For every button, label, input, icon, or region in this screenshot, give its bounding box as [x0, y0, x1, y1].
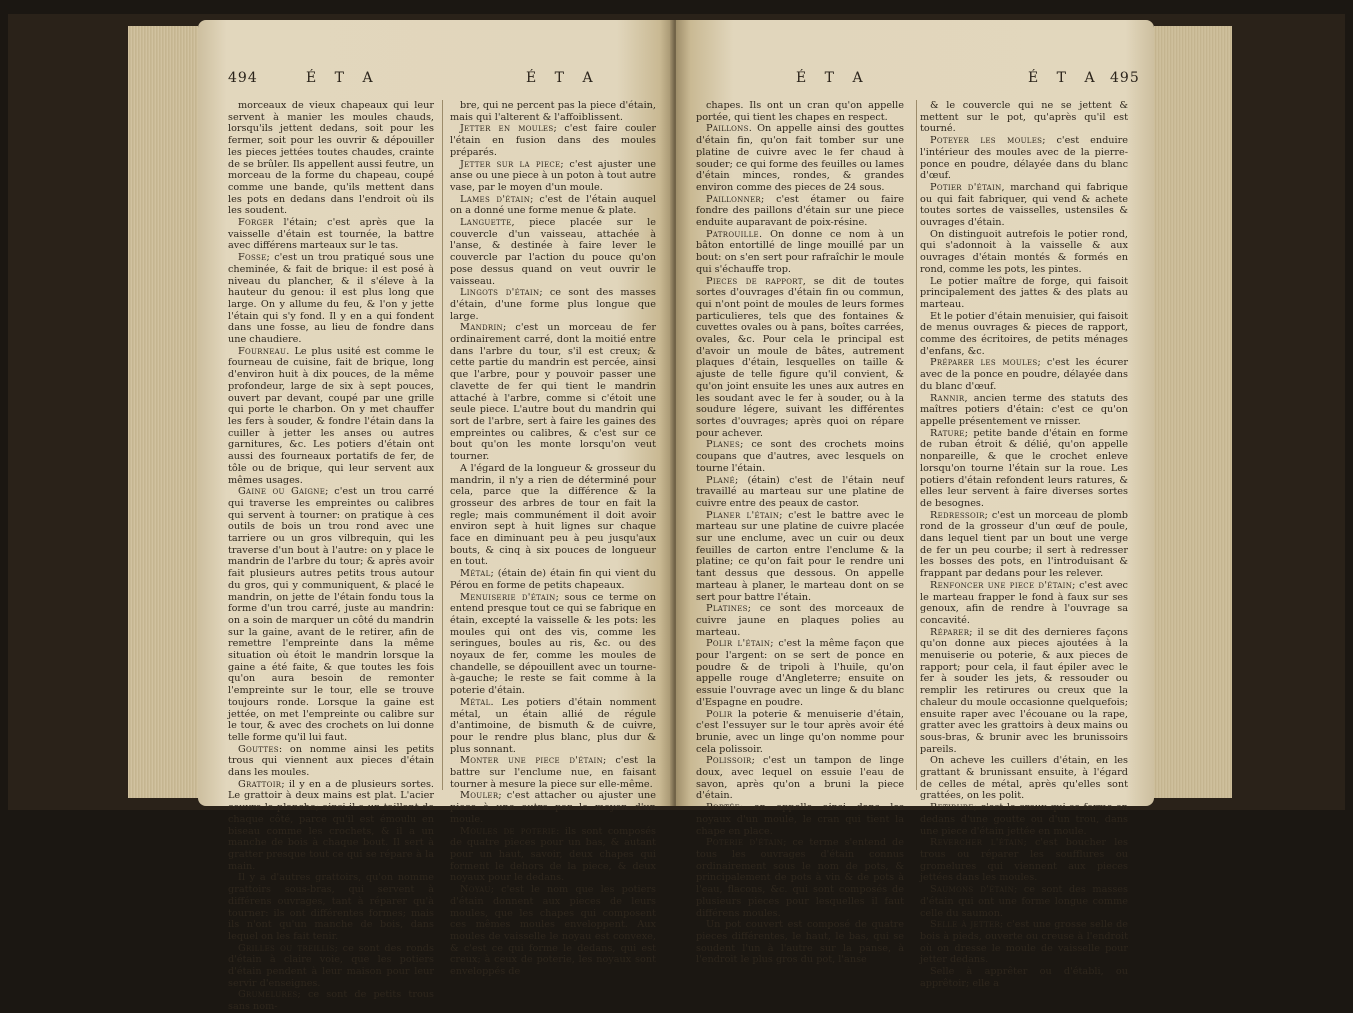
- entry-headword: Gouttes: [238, 743, 279, 755]
- entry-paragraph: [228, 779, 434, 873]
- entry-paragraph: [228, 346, 434, 486]
- entry-text: ; il se dit des dernieres façons qu'on donne aux pieces ajoutées à la menuiserie ou poterie, & aux pieces de rapport; pour cela, il faut épiler avec le fer à souder les jets, & ressouder ou remplir les retirures ou creux que la chaleur du moule occasionne quelquefois; ensuite raper avec l'écouane ou la rape, gratter avec les grattoirs à deux mains ou sous-bras, & brunir avec les brunissoirs pareils.: [920, 626, 1128, 755]
- entry-paragraph: [920, 393, 1128, 428]
- entry-paragraph: [228, 252, 434, 346]
- entry-paragraph: [920, 919, 1128, 966]
- entry-paragraph: [920, 627, 1128, 756]
- entry-text: ; ce sont de petits trous sans nom-: [228, 989, 434, 1013]
- entry-paragraph: [920, 100, 1128, 135]
- entry-paragraph: [228, 100, 434, 217]
- entry-paragraph: [228, 486, 434, 743]
- left-page-header: [198, 70, 674, 102]
- entry-headword: Rannir: [930, 392, 965, 404]
- entry-text: ; c'est un morceau de plomb rond de la grosseur d'un œuf de poule, dans lequel tient par un bout une verge de fer un peu courbe; il sert à redresser les bosses des pots, en l'introduisant & frappant par dedans pour les relever.: [920, 509, 1128, 580]
- entry-paragraph: [228, 989, 434, 1012]
- entry-paragraph: [228, 943, 434, 990]
- entry-headword: Gaine ou Gaigne: [238, 486, 326, 498]
- entry-paragraph: [450, 217, 656, 287]
- entry-paragraph: [696, 603, 904, 638]
- entry-headword: Réparer: [930, 626, 970, 638]
- entry-headword: Lingots d'étain: [460, 287, 540, 299]
- entry-headword: Revercher l'étain: [930, 837, 1024, 849]
- entry-text: ; ce sont des crochets moins coupans que d'autres, avec lesquels on tourne l'étain.: [696, 439, 904, 474]
- entry-text: ; (étain) c'est de l'étain neuf travaillé au marteau sur une platine de cuivre entre des peaux de castor.: [696, 474, 904, 509]
- entry-headword: Lames d'étain: [460, 193, 531, 205]
- entry-headword: Grilles ou treillis: [238, 942, 335, 954]
- entry-text: On donne ce nom à un bâton entortillé de linge mouillé par un bout: on s'en sert pour rafraîchir le moule qui s'échauffe trop.: [696, 228, 904, 275]
- entry-paragraph: [696, 510, 904, 604]
- entry-headword: Retirure: [930, 802, 974, 814]
- entry-text: & le couvercle qui ne se jettent & mettent sur le pot, qu'après qu'il est tourné.: [920, 100, 1128, 135]
- left-page-edges: [128, 26, 198, 798]
- entry-text: ; il y en a de plusieurs sortes. Le grattoir à deux mains est plat. L'acier couvre la planche; ainsi il a un taillant de chaque côté, parce qu'il est émoulu en biseau comme les crochets, & il a un manche de bois à chaque bout. Il sert à gratter presque tout ce qui se répare à la main.: [228, 778, 434, 872]
- entry-paragraph: [696, 837, 904, 919]
- entry-paragraph: [696, 475, 904, 510]
- entry-text: ; ce sont des masses d'étain qui ont une forme longue comme celle du saumon.: [920, 884, 1128, 919]
- entry-text: Le potier maître de forge, qui faisoit principalement des jattes & des plats au marteau.: [920, 275, 1128, 310]
- entry-text: ; c'est le battre avec le marteau sur une platine de cuivre placée sur une enclume, avec un cuir ou deux feuilles de carton entre l'enclume & la platine; ce qu'on fait pour le rendre uni tant dessus que dessous. On appelle marteau à planer, le marteau dont on se sert pour battre l'étain.: [696, 509, 904, 603]
- entry-headword: Fourneau.: [238, 345, 290, 357]
- entry-paragraph: [450, 287, 656, 322]
- entry-headword: Jetter en moules: [460, 123, 554, 135]
- entry-text: Il y a d'autres grattoirs, qu'on nomme grattoirs sous-bras, qui servent à différens ouvrages, tant à réparer qu'à tourner: ils ont différentes formes; mais ils n'ont qu'un manche de bois, dans lequel on les fait tenir.: [228, 872, 434, 942]
- entry-paragraph: [920, 802, 1128, 837]
- entry-headword: Grumelures: [238, 989, 298, 1001]
- entry-headword: Languette: [460, 217, 512, 229]
- entry-paragraph: [920, 229, 1128, 276]
- entry-text: ; ce sont des ronds d'étain à claire voie, que les potiers d'étain pendent à leur maison pour leur servir d'enseignes.: [228, 942, 434, 989]
- entry-paragraph: [696, 439, 904, 474]
- entry-headword: Jetter sur la piece: [460, 158, 561, 170]
- entry-paragraph: [450, 697, 656, 756]
- entry-headword: Paillonner: [706, 193, 762, 205]
- entry-text: l'étain; c'est après que la vaisselle d'étain est tournée, la battre avec différens marteaux sur le tas.: [228, 217, 434, 252]
- entry-headword: Forger: [238, 217, 274, 229]
- entry-headword: Monter une piece d'étain: [460, 755, 604, 767]
- entry-headword: Pieces de rapport: [706, 275, 803, 287]
- entry-headword: Redressoir: [930, 509, 985, 521]
- entry-paragraph: [696, 123, 904, 193]
- entry-paragraph: [228, 744, 434, 779]
- entry-text: ; c'est les écurer avec de la ponce en poudre, délayée dans du blanc d'œuf.: [920, 357, 1128, 392]
- entry-text: ; c'est avec le marteau frapper le fond à faux sur ses genoux, afin de rendre à l'ouvrage sa concavité.: [920, 579, 1128, 626]
- entry-paragraph: [450, 826, 656, 885]
- entry-paragraph: [696, 194, 904, 229]
- entry-text: On distinguoit autrefois le potier rond, qui s'adonnoit à la vaisselle & aux ouvrages d'étain montés & formés en rond, comme les pots, les pintes.: [920, 228, 1128, 275]
- entry-text: ; c'est une grosse selle de bois à pieds, ouverte ou creuse à l'endroit où on dresse le moule de vaisselle pour jetter dedans.: [920, 919, 1128, 966]
- entry-text: la poterie & menuiserie d'étain, c'est l'essuyer sur le tour après avoir été brunie, avec un linge qu'on nomme pour cela polissoir.: [696, 708, 904, 755]
- entry-text: ; ce sont des masses d'étain, d'une forme plus longue que large.: [450, 287, 656, 322]
- entry-paragraph: [228, 872, 434, 942]
- entry-paragraph: [696, 802, 904, 837]
- entry-text: On acheve les cuillers d'étain, en les grattant & brunissant ensuite, à l'égard de celles de métal, après qu'elles sont grattées, on les polit.: [920, 755, 1128, 802]
- entry-headword: Préparer les moules: [930, 357, 1038, 369]
- entry-text: ; c'est le nom que les potiers d'étain donnent aux pieces de leurs moules, que les chapes qui composent ces mêmes moules enveloppent. Aux moules de vaisselle le noyau est convexe, & c'est ce qui forme le dedans, qui est creux; à ceux de poterie, les noyaux sont enveloppés de: [450, 884, 656, 978]
- entry-text: ; c'est faire couler l'étain en fusion dans des moules préparés.: [450, 123, 656, 158]
- entry-headword: Selle à jetter: [930, 919, 1000, 931]
- entry-text: ; c'est boucher les trous ou réparer les soufflures ou gromelures qui viennent aux pieces jettées dans les moules.: [920, 837, 1128, 884]
- entry-headword: Saumons d'étain: [930, 884, 1015, 896]
- entry-headword: Portée: [706, 802, 741, 814]
- entry-text: Et le potier d'étain menuisier, qui faisoit de menus ouvrages & pieces de rapport, comme des écritoires, de petits ménages d'enfans, &c.: [920, 310, 1129, 357]
- entry-text: ; c'est enduire l'intérieur des moules avec de la pierre-ponce en poudre, délayée dans du blanc d'œuf.: [920, 135, 1128, 182]
- entry-paragraph: [920, 966, 1128, 989]
- entry-text: ; c'est la battre sur l'enclume nue, en faisant tourner à mesure la piece sur elle-même.: [450, 755, 657, 790]
- entry-paragraph: [696, 919, 904, 966]
- entry-paragraph: [450, 568, 656, 591]
- entry-paragraph: [920, 311, 1128, 358]
- entry-text: Les potiers d'étain nomment métal, un étain allié de régule d'antimoine, de bismuth & de cuivre, pour le rendre plus blanc, plus dur & plus sonnant.: [450, 696, 656, 755]
- right-page-edges: [1154, 26, 1232, 798]
- entry-text: ; c'est un morceau de fer ordinairement carré, dont la moitié entre dans l'arbre du tour, s'il est creux; & cette partie du mandrin est percée, ainsi que l'arbre, pour y pouvoir passer une clavette de fer qui tient le mandrin attaché à l'arbre, comme si c'étoit une seule piece. L'autre bout du mandrin qui sort de l'arbre, sert à faire les gaines des empreintes ou calibres, & c'est sur ce bout qu'on les monte lorsqu'on veut tourner.: [450, 322, 656, 463]
- page-number: 494: [228, 70, 258, 86]
- running-head: É T A: [796, 70, 870, 86]
- entry-text: ; (étain de) étain fin qui vient du Pérou en forme de petits chapeaux.: [450, 568, 656, 591]
- entry-paragraph: [920, 428, 1128, 510]
- entry-paragraph: [450, 884, 656, 978]
- entry-headword: Polissoir: [706, 755, 752, 767]
- entry-headword: Renfoncer une piece d'étain: [930, 579, 1073, 591]
- entry-paragraph: [450, 100, 656, 123]
- right-page-header: [676, 70, 1154, 102]
- entry-text: ; c'est un trou carré qui traverse les empreintes ou calibres qui servent à tourner: on pratique à ces outils de bois un trou rond avec une tarriere ou un gros vilbrequin, qui les traverse d'un bout à l'autre: on y place le mandrin de l'arbre du tour; & après avoir fait plusieurs autres petits trous autour du gros, qui y communiquent, & placé le mandrin, on jette de l'étain fondu tous la forme d'un trou carré, juste au mandrin: on a soin de marquer un côté du mandrin sur la gaine, avant de le retirer, afin de remettre l'empreinte dans la même situation où étoit le mandrin lorsque la gaine a été faite, & que toutes les fois qu'on aura besoin de remonter l'empreinte sur le tour, elle se trouve toujours ronde. Lorsque la gaine est jettée, on met l'empreinte ou calibre sur le tour, & avec des crochets on lui donne telle forme qu'il lui faut.: [228, 486, 434, 743]
- entry-text: ; c'est de l'étain auquel on a donné une forme menue & plate.: [450, 193, 656, 217]
- running-head: É T A: [526, 70, 600, 86]
- entry-text: , ancien terme des statuts des maîtres potiers d'étain: c'est ce qu'on appelle présentement ve rnisser.: [920, 392, 1128, 427]
- entry-text: A l'égard de la longueur & grosseur du mandrin, il n'y a rien de déterminé pour cela, parce que la différence & la grosseur des arbres de tour en fait la regle; mais communément il doit avoir environ sept à huit lignes sur chaque face en diminuant peu à peu jusqu'aux bouts, & cinq à six pouces de longueur en tout.: [450, 462, 656, 568]
- entry-paragraph: [920, 276, 1128, 311]
- entry-text: ; c'est un trou pratiqué sous une cheminée, & fait de brique: il est posé à niveau du plancher, & il s'éleve à la hauteur du genou: il est plus long que large. On y allume du feu, & l'on y jette l'étain qui s'y fond. Il y en a qui fondent dans une fosse, au lieu de fondre dans une chaudiere.: [228, 252, 434, 346]
- entry-paragraph: [450, 159, 656, 194]
- entry-text: chapes. Ils ont un cran qu'on appelle portée, qui tient les chapes en respect.: [696, 100, 904, 123]
- entry-paragraph: [450, 790, 656, 825]
- text-columns: [228, 100, 657, 1013]
- entry-paragraph: [450, 194, 656, 217]
- entry-text: morceaux de vieux chapeaux qui leur servent à manier les moules chauds, lorsqu'ils jettent dedans, soit pour les fermer, soit pour les ouvrir & dépouiller les pieces jettées toutes chaudes, crainte de se brûler. Ils appellent aussi feutre, un morceau de la forme du chapeau, coupé comme une bande, qu'ils mettent dans les pots en dedans dans l'endroit où ils les soudent.: [228, 100, 434, 217]
- entry-text: ; c'est attacher ou ajuster une piece à une autre par le moyen d'un moule.: [450, 790, 656, 825]
- entry-headword: Poterie d'étain: [706, 837, 784, 849]
- entry-headword: Potier d'étain: [930, 181, 1002, 193]
- entry-headword: Paillons.: [706, 123, 753, 135]
- entry-headword: Patrouille.: [706, 228, 763, 240]
- entry-text: ; ce terme s'entend de tous les ouvrages d'étain connus ordinairement sous le nom de pots, & principalement de pots à vin & de pots à l'eau, flacons, &c. qui sont composés de plusieurs pieces pour lesquelles il faut différens moules.: [696, 837, 904, 919]
- right-page: [676, 20, 1154, 989]
- entry-paragraph: [920, 884, 1128, 919]
- entry-paragraph: [450, 123, 656, 158]
- entry-paragraph: [450, 592, 656, 697]
- page-number: 495: [1110, 70, 1140, 86]
- entry-text: ; c'est un tampon de linge doux, avec lequel on essuie l'eau de savon, après qu'on a bruni la piece d'étain.: [696, 755, 904, 802]
- text-column: [228, 100, 434, 1013]
- entry-paragraph: [696, 229, 904, 276]
- entry-paragraph: [696, 755, 904, 802]
- entry-text: ; c'est ajuster une anse ou une piece à un poton à tout autre vase, par le moyen d'un moule.: [450, 158, 656, 193]
- text-column: [696, 100, 905, 966]
- text-column: [450, 100, 657, 978]
- entry-headword: Fosse: [238, 252, 267, 264]
- entry-paragraph: [920, 357, 1128, 392]
- running-head: É T A: [306, 70, 380, 86]
- entry-headword: Moules de poterie: [460, 825, 557, 837]
- entry-paragraph: [696, 100, 904, 123]
- entry-headword: Grattoir: [238, 778, 282, 790]
- entry-headword: Noyau: [460, 884, 491, 896]
- entry-headword: Planes: [706, 439, 741, 451]
- entry-paragraph: [920, 135, 1128, 182]
- entry-text: bre, qui ne percent pas la piece d'étain, mais qui l'alterent & l'affoiblissent.: [450, 100, 656, 123]
- entry-headword: Métal.: [460, 696, 494, 708]
- entry-headword: Métal: [460, 568, 491, 580]
- entry-text: ; sous ce terme on entend presque tout ce qui se fabrique en étain, excepté la vaisselle & les pots: les moules qui ont des vis, comme les seringues, boules au ris, &c. ou des noyaux de fer, comme les moules de chandelle, se dépouillent avec un tourne-à-gauche; le reste se fait comme à la poterie d'étain.: [450, 591, 657, 697]
- entry-text: ; petite bande d'étain en forme de ruban étroit & délié, qu'on appelle nonpareille, & que le crochet enleve lorsqu'on tourne l'étain sur la roue. Les potiers d'étain refondent leurs ratures, & elles leur servent à faire diverses sortes de besognes.: [920, 427, 1128, 509]
- entry-text: ; c'est le creux qui se forme en dedans d'une goutte ou d'un trou, dans une piece d'étain jettée en moule.: [920, 802, 1128, 837]
- entry-paragraph: [920, 755, 1128, 802]
- entry-paragraph: [920, 580, 1128, 627]
- left-page: [198, 20, 674, 1013]
- entry-text: , piece placée sur le couvercle d'un vaisseau, attachée à l'anse, & destinée à faire lever le couvercle par l'action du pouce qu'on pose dessus quand on veut ouvrir le vaisseau.: [450, 217, 656, 287]
- entry-text: ; ce sont des morceaux de cuivre jaune en plaques polies au marteau.: [696, 603, 904, 638]
- entry-text: : ils sont composés de quatre pieces pour un bas, & autant pour un haut, savoir, deux chapes qui forment le dehors de la piece, & deux noyaux pour le dedans.: [450, 825, 656, 884]
- entry-text: : on nomme ainsi les petits trous qui viennent aux pieces d'étain dans les moules.: [228, 743, 434, 779]
- entry-text: Un pot couvert est composé de quatre pieces différentes, le haut, le bas, qui se soudent l'un à l'autre sur la panse, à l'endroit le plus gros du pot, l'anse: [696, 919, 904, 966]
- entry-headword: Rature: [930, 427, 965, 439]
- entry-text: , marchand qui fabrique ou qui fait fabriquer, qui vend & achete toutes sortes de vaisselles, ustensiles & ouvrages d'étain.: [920, 181, 1129, 229]
- text-columns: [696, 100, 1129, 989]
- entry-text: Selle à apprêter ou d'établi, ou apprêtoir; elle a: [920, 966, 1128, 989]
- entry-paragraph: [450, 755, 656, 790]
- entry-headword: Plané: [706, 474, 735, 486]
- entry-headword: Platines: [706, 603, 748, 615]
- entry-paragraph: [450, 463, 656, 568]
- entry-headword: Mandrin: [460, 322, 503, 334]
- book-scan: [8, 14, 1345, 1013]
- entry-text: ; c'est la même façon que pour l'argent: on se sert de ponce en poudre & de tripoli à l'huile, qu'on appelle rouge d'Angleterre; ensuite on essuie l'ouvrage avec un linge & du blanc d'Espagne en poudre.: [696, 638, 904, 708]
- entry-headword: Polir: [706, 708, 733, 720]
- entry-paragraph: [920, 510, 1128, 580]
- entry-headword: Planer l'étain: [706, 509, 780, 521]
- entry-headword: Mouler: [460, 790, 499, 802]
- entry-headword: Polir l'étain: [706, 638, 771, 650]
- entry-text: , se dit de toutes sortes d'ouvrages d'étain fin ou commun, qui n'ont point de moules de leurs formes particulieres, tels que des fontaines & cuvettes ovales ou à pans, boîtes carrées, ovales, &c. Pour cela le principal est d'avoir un moule de bâtes, autrement plaques d'étain, lesquelles on taille & ajuste de telle figure qu'il convient, & qu'on joint ensuite les unes aux autres en les soudant avec le fer à souder, ou à la soudure légere, suivant les différentes sortes d'ouvrages; après quoi on répare pour achever.: [696, 275, 905, 439]
- entry-text: On appelle ainsi des gouttes d'étain fin, qu'on fait tomber sur une platine de cuivre avec le fer chaud à souder; ce qui forme des feuilles ou lames d'étain minces, rondes, & grandes environ comme des pieces de 24 sous.: [696, 123, 904, 193]
- entry-text: : on appelle ainsi dans les noyaux d'un moule, le cran qui tient la chape en place.: [696, 802, 904, 837]
- entry-paragraph: [228, 217, 434, 252]
- entry-paragraph: [696, 276, 904, 440]
- entry-paragraph: [696, 709, 904, 756]
- running-head: É T A: [1028, 70, 1102, 86]
- entry-text: ; c'est étamer ou faire fondre des paillons d'étain sur une piece enduite auparavant de poix-résine.: [696, 193, 904, 229]
- entry-paragraph: [696, 638, 904, 708]
- entry-paragraph: [450, 322, 656, 462]
- entry-headword: Menuiserie d'étain: [460, 591, 556, 603]
- entry-text: Le plus usité est comme le fourneau de cuisine, fait de brique, long d'environ huit à dix pouces, de la même profondeur, large de six à sept pouces, ouvert par devant, coupé par une grille qui porte le charbon. On y met chauffer les fers à souder, & fondre l'étain dans la cuiller à jetter les anses ou autres garnitures, &c. Les potiers d'étain ont aussi des fourneaux portatifs de fer, de tôle ou de brique, qui leur servent aux mêmes usages.: [228, 345, 434, 486]
- text-column: [920, 100, 1129, 989]
- entry-paragraph: [920, 182, 1128, 229]
- entry-headword: Poteyer les moules: [930, 135, 1043, 147]
- entry-paragraph: [920, 837, 1128, 884]
